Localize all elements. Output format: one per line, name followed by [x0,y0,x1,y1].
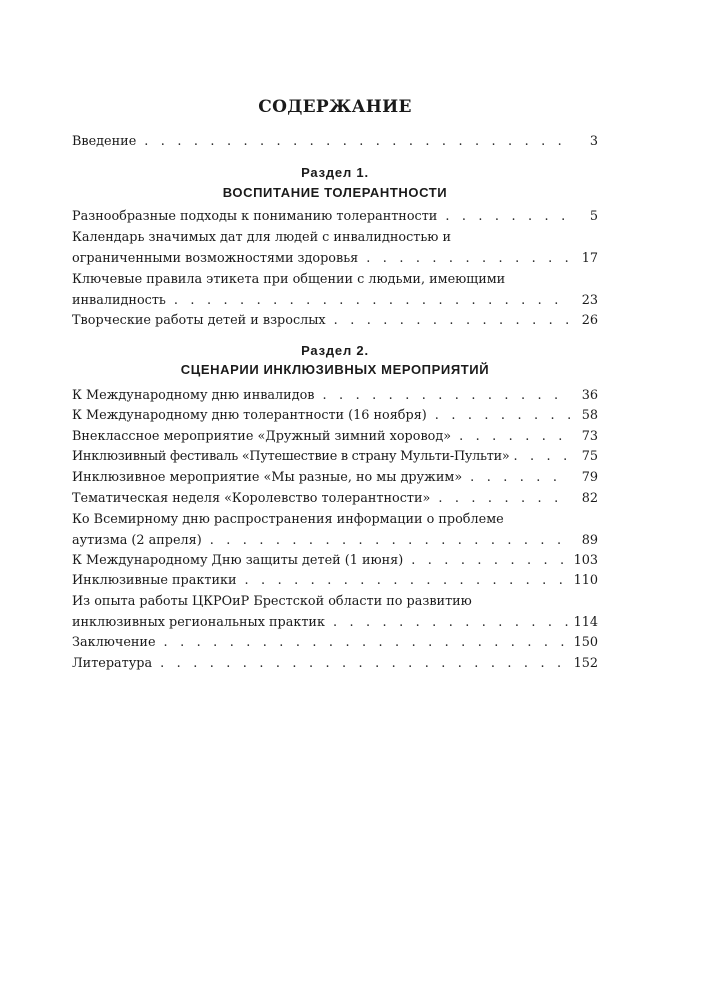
toc-entry-row [72,550,598,571]
toc-entry[interactable] [72,310,598,331]
toc-entry-row [72,426,598,447]
toc-entry-text: Внеклассное мероприятие «Дружный зимний хоровод» [72,429,452,444]
dot-leader [334,310,570,331]
toc-entry-row [72,530,598,551]
toc-entry-text: инклюзивных региональных практик [72,615,325,630]
page-title: СОДЕРЖАНИЕ [258,97,412,117]
toc-entry-text-line1: Календарь значимых дат для людей с инвалидностью и [72,230,452,245]
toc-entry[interactable] [72,632,598,653]
dot-leader [164,632,568,653]
toc-entry-text: Заключение [72,635,156,650]
toc-entry[interactable] [72,446,598,467]
toc-page-number: 114 [573,615,598,630]
toc-entry-text: Творческие работы детей и взрослых [72,313,326,328]
toc-page-number: 150 [573,635,598,650]
toc-entry-row [72,290,598,311]
toc-entry-row [72,612,598,633]
toc-page-number: 3 [589,134,598,149]
toc-entry-text-line1: Из опыта работы ЦКРОиР Брестской области по развитию [72,594,472,609]
toc-entry-row [72,405,598,426]
toc-entry-text: К Международному Дню защиты детей (1 июня) [72,553,404,568]
toc-page-number: 110 [573,573,598,588]
section-1-label: Раздел 1. [301,165,369,180]
section-2-label: Раздел 2. [301,343,369,358]
toc-entry[interactable] [72,550,598,571]
toc-entry-row [72,488,598,509]
toc-entry[interactable] [72,591,598,633]
toc-entry-text: аутизма (2 апреля) [72,533,202,548]
toc-entry[interactable] [72,488,598,509]
toc-entry-text: ограниченными возможностями здоровья [72,251,359,266]
section-2-title: СЦЕНАРИИ ИНКЛЮЗИВНЫХ МЕРОПРИЯТИЙ [180,362,490,377]
toc-entry-row [72,632,598,653]
toc-entry-text: инвалидность [72,293,166,308]
toc-entry[interactable] [72,426,598,447]
toc-entry-text: Введение [72,134,137,149]
toc-entry[interactable] [72,405,598,426]
dot-leader [160,653,567,674]
toc-page-number: 103 [573,553,598,568]
toc-entry[interactable] [72,570,598,591]
toc-entry-text: Разнообразные подходы к пониманию толерантности [72,209,438,224]
toc-page-number: 152 [573,656,598,671]
dot-leader [323,385,570,406]
toc-entry[interactable] [72,206,598,227]
toc-entry-text: Инклюзивный фестиваль «Путешествие в страну Мульти-Пульти» [72,449,510,464]
toc-page-number: 36 [581,388,598,403]
dot-leader [438,488,570,509]
dot-leader [210,530,570,551]
toc-entry-row [72,310,598,331]
toc-entry[interactable] [72,385,598,406]
dot-leader [470,467,570,488]
toc-entry-text: Литература [72,656,153,671]
dot-leader [411,550,567,571]
toc-entry-row [72,206,598,227]
toc-page-number: 79 [581,470,598,485]
toc-page-number: 89 [581,533,598,548]
toc-page-number: 82 [581,491,598,506]
dot-leader [245,570,568,591]
dot-leader [435,405,570,426]
toc-entry[interactable] [72,227,598,269]
dot-leader [333,612,568,633]
toc-page-number: 17 [581,251,598,266]
toc-entry-row [72,248,598,269]
toc-entry-text: Инклюзивные практики [72,573,237,588]
toc-entry-text: К Международному дню толерантности (16 ноября) [72,408,427,423]
toc-page-number: 73 [581,429,598,444]
dot-leader [174,290,570,311]
toc-entry-row [72,467,598,488]
toc-entry-row [72,385,598,406]
dot-leader [445,206,570,227]
toc-entry-row [72,653,598,674]
toc-entry-row [72,570,598,591]
dot-leader [144,131,570,152]
section-1-title: ВОСПИТАНИЕ ТОЛЕРАНТНОСТИ [222,185,448,200]
toc-entry[interactable] [72,467,598,488]
toc-page-number: 23 [581,293,598,308]
toc-entry[interactable] [72,653,598,674]
toc-page-number: 58 [581,408,598,423]
toc-entry-text: Тематическая неделя «Королевство толерантности» [72,491,431,506]
toc-entry-row [72,446,598,467]
toc-entry[interactable] [72,269,598,311]
toc-entry-text-line1: Ко Всемирному дню распространения информации о проблеме [72,512,504,527]
toc-entry-text: Инклюзивное мероприятие «Мы разные, но мы дружим» [72,470,463,485]
toc-page-number: 5 [589,209,598,224]
dot-leader [366,248,570,269]
toc-entry[interactable] [72,509,598,551]
toc-page-number: 26 [581,313,598,328]
dot-leader [459,426,570,447]
dot-leader [513,446,572,467]
toc-entry-text-line1: Ключевые правила этикета при общении с людьми, имеющими [72,272,506,287]
toc-entry-text: К Международному дню инвалидов [72,388,315,403]
toc-entry-row [72,131,598,152]
toc-page-number: 75 [581,449,598,464]
toc-entry-intro[interactable] [72,131,598,152]
